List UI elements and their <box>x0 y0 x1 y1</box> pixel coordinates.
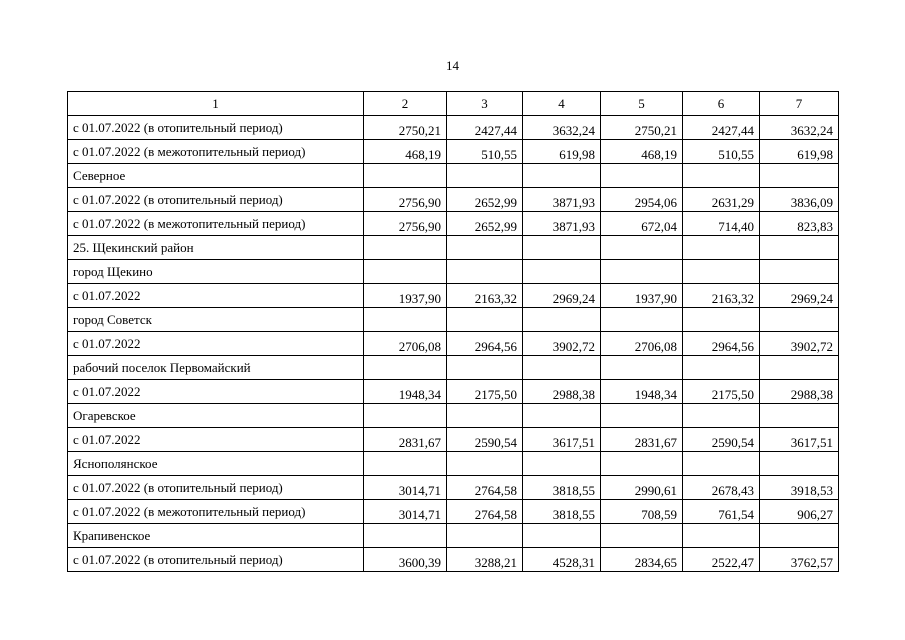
tariff-value-cell <box>523 164 601 188</box>
tariff-value-cell: 3818,55 <box>523 476 601 500</box>
tariff-value-cell: 3871,93 <box>523 188 601 212</box>
tariff-value-cell: 619,98 <box>523 140 601 164</box>
tariff-value-cell <box>601 164 683 188</box>
tariff-value-cell: 4528,31 <box>523 548 601 572</box>
tariff-value-cell: 510,55 <box>447 140 523 164</box>
tariff-value-cell <box>364 236 447 260</box>
tariff-value-cell: 2678,43 <box>683 476 760 500</box>
tariff-value-cell: 3632,24 <box>523 116 601 140</box>
table-row <box>68 380 839 404</box>
table-row <box>68 140 839 164</box>
column-header: 4 <box>523 92 601 116</box>
row-label: с 01.07.2022 (в отопительный период) <box>68 548 364 572</box>
tariff-value-cell: 2163,32 <box>447 284 523 308</box>
row-label: Северное <box>68 164 364 188</box>
tariff-value-cell <box>683 260 760 284</box>
table-row <box>68 212 839 236</box>
tariff-value-cell: 3632,24 <box>760 116 839 140</box>
tariff-value-cell: 2590,54 <box>447 428 523 452</box>
tariff-value-cell: 3617,51 <box>523 428 601 452</box>
tariff-value-cell <box>760 236 839 260</box>
table-row <box>68 428 839 452</box>
tariff-value-cell <box>760 524 839 548</box>
row-label: город Советск <box>68 308 364 332</box>
tariff-value-cell <box>601 260 683 284</box>
tariff-value-cell: 2954,06 <box>601 188 683 212</box>
tariff-value-cell <box>523 260 601 284</box>
tariff-value-cell: 2964,56 <box>447 332 523 356</box>
tariff-value-cell <box>447 452 523 476</box>
tariff-value-cell <box>523 404 601 428</box>
table-row <box>68 188 839 212</box>
table-row <box>68 524 839 548</box>
table-row <box>68 284 839 308</box>
tariff-value-cell: 2750,21 <box>601 116 683 140</box>
tariff-value-cell: 2990,61 <box>601 476 683 500</box>
row-label: с 01.07.2022 <box>68 332 364 356</box>
row-label: рабочий поселок Первомайский <box>68 356 364 380</box>
table-row <box>68 548 839 572</box>
tariff-value-cell <box>760 356 839 380</box>
tariff-value-cell <box>683 356 760 380</box>
tariff-value-cell: 510,55 <box>683 140 760 164</box>
tariff-value-cell <box>447 236 523 260</box>
tariff-value-cell <box>760 404 839 428</box>
tariff-value-cell <box>447 404 523 428</box>
tariff-value-cell: 3014,71 <box>364 500 447 524</box>
tariff-value-cell: 3836,09 <box>760 188 839 212</box>
tariff-value-cell: 1937,90 <box>364 284 447 308</box>
row-label: с 01.07.2022 (в отопительный период) <box>68 116 364 140</box>
tariff-value-cell: 2756,90 <box>364 212 447 236</box>
row-label: с 01.07.2022 (в отопительный период) <box>68 476 364 500</box>
tariff-value-cell: 2831,67 <box>601 428 683 452</box>
tariff-value-cell <box>447 308 523 332</box>
table-row <box>68 500 839 524</box>
tariff-value-cell: 468,19 <box>601 140 683 164</box>
tariff-value-cell <box>364 524 447 548</box>
tariff-value-cell: 2652,99 <box>447 212 523 236</box>
tariff-value-cell: 2988,38 <box>760 380 839 404</box>
column-header: 2 <box>364 92 447 116</box>
tariff-value-cell <box>601 524 683 548</box>
table-row <box>68 260 839 284</box>
table-row <box>68 236 839 260</box>
tariff-value-cell <box>364 404 447 428</box>
row-label: с 01.07.2022 (в межотопительный период) <box>68 212 364 236</box>
tariff-value-cell: 2706,08 <box>601 332 683 356</box>
tariff-value-cell: 2522,47 <box>683 548 760 572</box>
tariff-value-cell: 468,19 <box>364 140 447 164</box>
tariff-value-cell <box>447 356 523 380</box>
tariff-value-cell: 3902,72 <box>760 332 839 356</box>
column-header: 6 <box>683 92 760 116</box>
tariff-value-cell: 2764,58 <box>447 476 523 500</box>
tariff-value-cell: 2590,54 <box>683 428 760 452</box>
tariff-value-cell <box>683 524 760 548</box>
table-header-row <box>68 92 839 116</box>
tariff-value-cell <box>601 308 683 332</box>
tariff-value-cell <box>760 164 839 188</box>
tariff-value-cell: 708,59 <box>601 500 683 524</box>
tariff-value-cell: 3871,93 <box>523 212 601 236</box>
tariff-value-cell <box>364 452 447 476</box>
tariff-value-cell <box>523 356 601 380</box>
tariff-value-cell <box>364 260 447 284</box>
tariff-value-cell: 2631,29 <box>683 188 760 212</box>
tariff-value-cell: 3902,72 <box>523 332 601 356</box>
tariff-value-cell <box>683 236 760 260</box>
tariff-value-cell <box>447 260 523 284</box>
tariff-value-cell <box>364 308 447 332</box>
tariff-value-cell: 2964,56 <box>683 332 760 356</box>
tariff-value-cell: 2652,99 <box>447 188 523 212</box>
row-label: город Щекино <box>68 260 364 284</box>
tariff-value-cell: 2175,50 <box>683 380 760 404</box>
column-header: 1 <box>68 92 364 116</box>
column-header: 3 <box>447 92 523 116</box>
tariff-value-cell: 2831,67 <box>364 428 447 452</box>
row-label: Огаревское <box>68 404 364 428</box>
tariff-value-cell: 3762,57 <box>760 548 839 572</box>
tariff-value-cell <box>683 164 760 188</box>
column-header: 5 <box>601 92 683 116</box>
row-label: с 01.07.2022 (в межотопительный период) <box>68 500 364 524</box>
row-label: с 01.07.2022 <box>68 284 364 308</box>
tariff-value-cell <box>683 404 760 428</box>
tariff-value-cell <box>364 164 447 188</box>
table-row <box>68 116 839 140</box>
tariff-value-cell: 2750,21 <box>364 116 447 140</box>
table-row <box>68 332 839 356</box>
tariff-value-cell <box>523 452 601 476</box>
table-row <box>68 404 839 428</box>
tariff-value-cell: 2834,65 <box>601 548 683 572</box>
tariff-value-cell: 1948,34 <box>601 380 683 404</box>
page-number: 14 <box>446 58 459 73</box>
tariff-value-cell: 2706,08 <box>364 332 447 356</box>
tariff-value-cell: 2175,50 <box>447 380 523 404</box>
tariff-value-cell: 3617,51 <box>760 428 839 452</box>
tariff-value-cell: 3600,39 <box>364 548 447 572</box>
tariff-value-cell <box>683 452 760 476</box>
row-label: с 01.07.2022 <box>68 428 364 452</box>
tariff-value-cell: 1948,34 <box>364 380 447 404</box>
tariff-value-cell: 2969,24 <box>523 284 601 308</box>
tariff-value-cell: 3918,53 <box>760 476 839 500</box>
table-row <box>68 356 839 380</box>
tariff-value-cell: 2427,44 <box>683 116 760 140</box>
tariff-value-cell <box>601 404 683 428</box>
tariff-value-cell <box>601 356 683 380</box>
tariff-value-cell <box>447 164 523 188</box>
tariff-value-cell <box>760 260 839 284</box>
tariff-value-cell: 2969,24 <box>760 284 839 308</box>
tariff-value-cell: 1937,90 <box>601 284 683 308</box>
tariff-value-cell <box>683 308 760 332</box>
tariff-value-cell: 714,40 <box>683 212 760 236</box>
tariff-value-cell: 2756,90 <box>364 188 447 212</box>
table-row <box>68 476 839 500</box>
tariff-value-cell: 3014,71 <box>364 476 447 500</box>
tariff-value-cell: 619,98 <box>760 140 839 164</box>
tariff-value-cell <box>364 356 447 380</box>
tariff-value-cell: 761,54 <box>683 500 760 524</box>
tariff-table-body <box>68 92 839 572</box>
row-label: с 01.07.2022 (в отопительный период) <box>68 188 364 212</box>
tariff-value-cell: 2163,32 <box>683 284 760 308</box>
tariff-value-cell <box>523 524 601 548</box>
row-label: с 01.07.2022 <box>68 380 364 404</box>
tariff-value-cell: 2764,58 <box>447 500 523 524</box>
column-header: 7 <box>760 92 839 116</box>
table-row <box>68 308 839 332</box>
row-label: Яснополянское <box>68 452 364 476</box>
tariff-value-cell: 2988,38 <box>523 380 601 404</box>
tariff-value-cell <box>760 308 839 332</box>
tariff-value-cell <box>601 236 683 260</box>
tariff-value-cell <box>447 524 523 548</box>
tariff-value-cell: 3288,21 <box>447 548 523 572</box>
tariff-value-cell <box>523 236 601 260</box>
row-label: Крапивенское <box>68 524 364 548</box>
row-label: с 01.07.2022 (в межотопительный период) <box>68 140 364 164</box>
tariff-value-cell: 3818,55 <box>523 500 601 524</box>
table-row <box>68 452 839 476</box>
tariff-value-cell <box>601 452 683 476</box>
tariff-value-cell: 823,83 <box>760 212 839 236</box>
tariff-value-cell <box>760 452 839 476</box>
tariff-value-cell: 906,27 <box>760 500 839 524</box>
tariff-table <box>67 91 839 572</box>
tariff-value-cell: 2427,44 <box>447 116 523 140</box>
tariff-value-cell: 672,04 <box>601 212 683 236</box>
tariff-value-cell <box>523 308 601 332</box>
row-label: 25. Щекинский район <box>68 236 364 260</box>
table-row <box>68 164 839 188</box>
